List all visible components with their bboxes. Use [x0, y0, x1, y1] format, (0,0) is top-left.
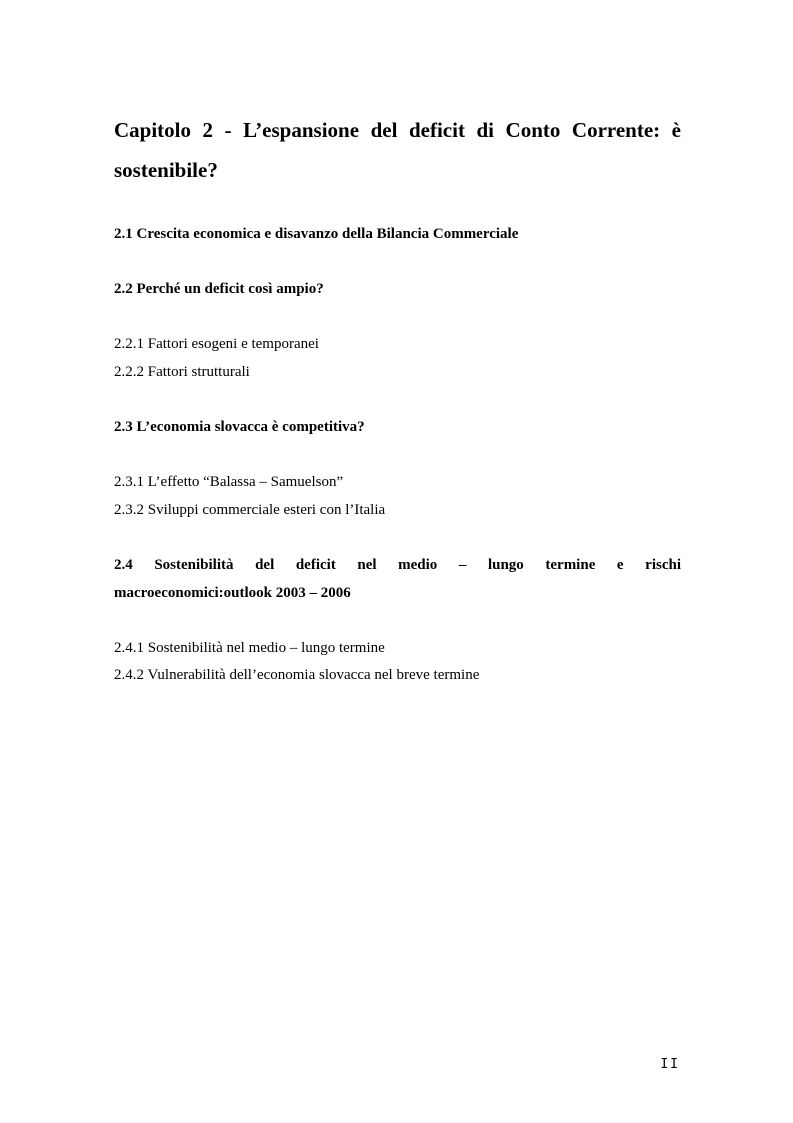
page-number: II [660, 1057, 680, 1072]
subsection-2-2-2: 2.2.2 Fattori strutturali [114, 364, 250, 380]
subsection-2-3-2: 2.3.2 Sviluppi commerciale esteri con l’Italia [114, 502, 386, 518]
subsection-2-2-1: 2.2.1 Fattori esogeni e temporanei [114, 336, 319, 352]
section-2-4-heading-line-2: macroeconomici:outlook 2003 – 2006 [114, 585, 351, 601]
subsection-2-4-1: 2.4.1 Sostenibilità nel medio – lungo termine [114, 640, 385, 656]
section-2-3-heading: 2.3 L’economia slovacca è competitiva? [114, 419, 365, 435]
section-2-4-heading [114, 551, 681, 607]
section-2-2-heading: 2.2 Perché un deficit così ampio? [114, 281, 324, 297]
subsection-2-4-2: 2.4.2 Vulnerabilità dell’economia slovacca nel breve termine [114, 667, 480, 683]
chapter-title-line-1: Capitolo 2 - L’espansione del deficit di Conto Corrente: è [114, 118, 681, 142]
subsection-2-3-1: 2.3.1 L’effetto “Balassa – Samuelson” [114, 474, 344, 490]
chapter-title [114, 110, 681, 190]
section-2-4-heading-line-1: 2.4 Sostenibilità del deficit nel medio – lungo termine e rischi [114, 557, 681, 573]
chapter-title-line-2: sostenibile? [114, 158, 218, 182]
section-2-1-heading: 2.1 Crescita economica e disavanzo della Bilancia Commerciale [114, 226, 519, 242]
